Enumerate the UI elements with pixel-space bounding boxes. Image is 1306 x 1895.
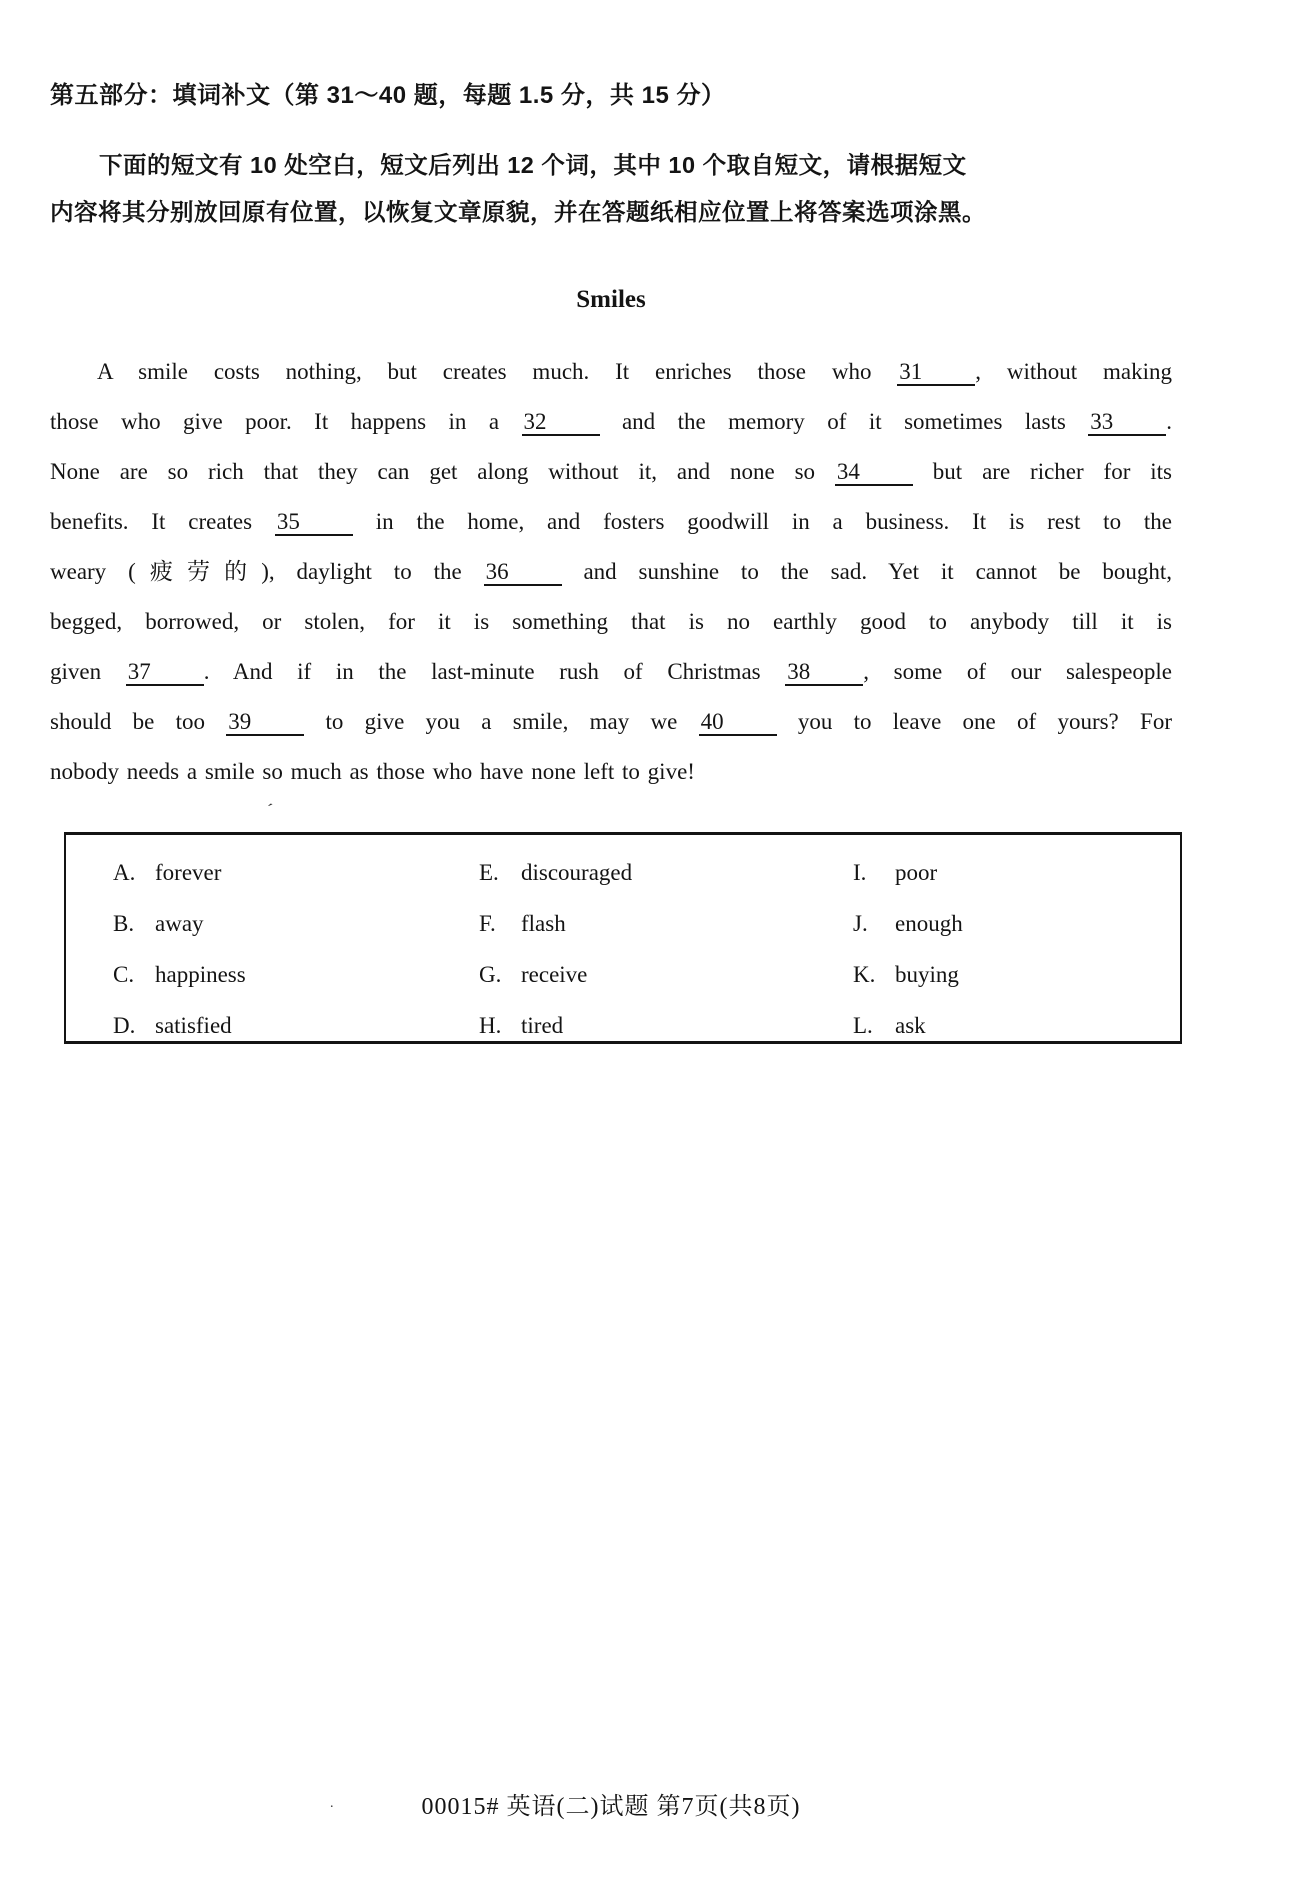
word-option-letter: E. (479, 859, 499, 885)
section-header: 第五部分：填词补文（第 31～40 题，每题 1.5 分，共 15 分） (50, 82, 726, 109)
word-option-word: tired (521, 1012, 564, 1038)
passage-line: those who give poor. It happens in a 32 and the memory of it sometimes lasts 33 . (50, 397, 1172, 447)
passage-title: Smiles (576, 286, 646, 313)
word-option-word: happiness (155, 961, 246, 987)
word-option-d (113, 1000, 479, 1051)
word-option-l (853, 1000, 1180, 1051)
word-option-a (113, 847, 479, 898)
page-footer: 00015# 英语(二)试题 第7页(共8页) (421, 1794, 801, 1820)
blank-36: 36 (484, 559, 562, 586)
word-option-letter: B. (113, 910, 135, 936)
instructions (50, 142, 1172, 236)
word-option-letter: A. (113, 859, 136, 885)
word-option-word: receive (521, 961, 588, 987)
blank-34: 34 (835, 459, 913, 486)
blank-40: 40 (699, 709, 777, 736)
word-option-word: forever (155, 859, 222, 885)
word-option-word: flash (521, 910, 566, 936)
word-option-b (113, 898, 479, 949)
word-option-letter: D. (113, 1012, 136, 1038)
blank-32: 32 (522, 409, 600, 436)
word-option-word: ask (895, 1012, 926, 1038)
word-option-word: away (155, 910, 204, 936)
word-option-letter: C. (113, 961, 135, 987)
passage-line: begged, borrowed, or stolen, for it is something that is no earthly good to anybody till it is (50, 609, 1172, 634)
instructions-line-1: 下面的短文有 10 处空白，短文后列出 12 个词，其中 10 个取自短文，请根据短文 (99, 152, 967, 178)
blank-31: 31 (897, 359, 975, 386)
word-option-i (853, 847, 1180, 898)
word-option-letter: H. (479, 1012, 502, 1038)
instructions-line-2: 内容将其分别放回原有位置，以恢复文章原貌，并在答题纸相应位置上将答案选项涂黑。 (50, 199, 986, 225)
passage-line: A smile costs nothing, but creates much. It enriches those who 31 , without making (50, 347, 1172, 397)
word-option-word: satisfied (155, 1012, 232, 1038)
passage-body (50, 347, 1172, 797)
blank-38: 38 (785, 659, 863, 686)
word-option-e (479, 847, 853, 898)
word-option-word: discouraged (521, 859, 633, 885)
scan-artifact-dot: . (330, 1796, 334, 1811)
word-option-letter: G. (479, 961, 502, 987)
word-option-k (853, 949, 1180, 1000)
word-option-word: enough (895, 910, 963, 936)
word-option-h (479, 1000, 853, 1051)
word-option-letter: J. (853, 910, 868, 936)
blank-39: 39 (226, 709, 304, 736)
passage-line: weary (疲劳的), daylight to the 36 and sunshine to the sad. Yet it cannot be bought, (50, 547, 1172, 597)
word-bank-box (64, 832, 1182, 1044)
passage-line: should be too 39 to give you a smile, may we 40 you to leave one of yours? For (50, 697, 1172, 747)
word-option-letter: F. (479, 910, 496, 936)
scan-artifact-mark: ˊ (264, 799, 275, 821)
word-option-c (113, 949, 479, 1000)
word-option-word: buying (895, 961, 959, 987)
word-option-j (853, 898, 1180, 949)
passage-line: nobody needs a smile so much as those who have none left to give! (50, 759, 695, 784)
word-bank-grid (66, 835, 1180, 1051)
passage-line: benefits. It creates 35 in the home, and fosters goodwill in a business. It is rest to the (50, 497, 1172, 547)
word-option-g (479, 949, 853, 1000)
passage-line: None are so rich that they can get along without it, and none so 34 but are richer for its (50, 447, 1172, 497)
word-option-letter: K. (853, 961, 876, 987)
word-option-f (479, 898, 853, 949)
blank-33: 33 (1088, 409, 1166, 436)
blank-37: 37 (126, 659, 204, 686)
blank-35: 35 (275, 509, 353, 536)
word-option-letter: I. (853, 859, 867, 885)
word-option-word: poor (895, 859, 938, 885)
passage-line: given 37 . And if in the last-minute rush of Christmas 38 , some of our salespeople (50, 647, 1172, 697)
word-option-letter: L. (853, 1012, 873, 1038)
